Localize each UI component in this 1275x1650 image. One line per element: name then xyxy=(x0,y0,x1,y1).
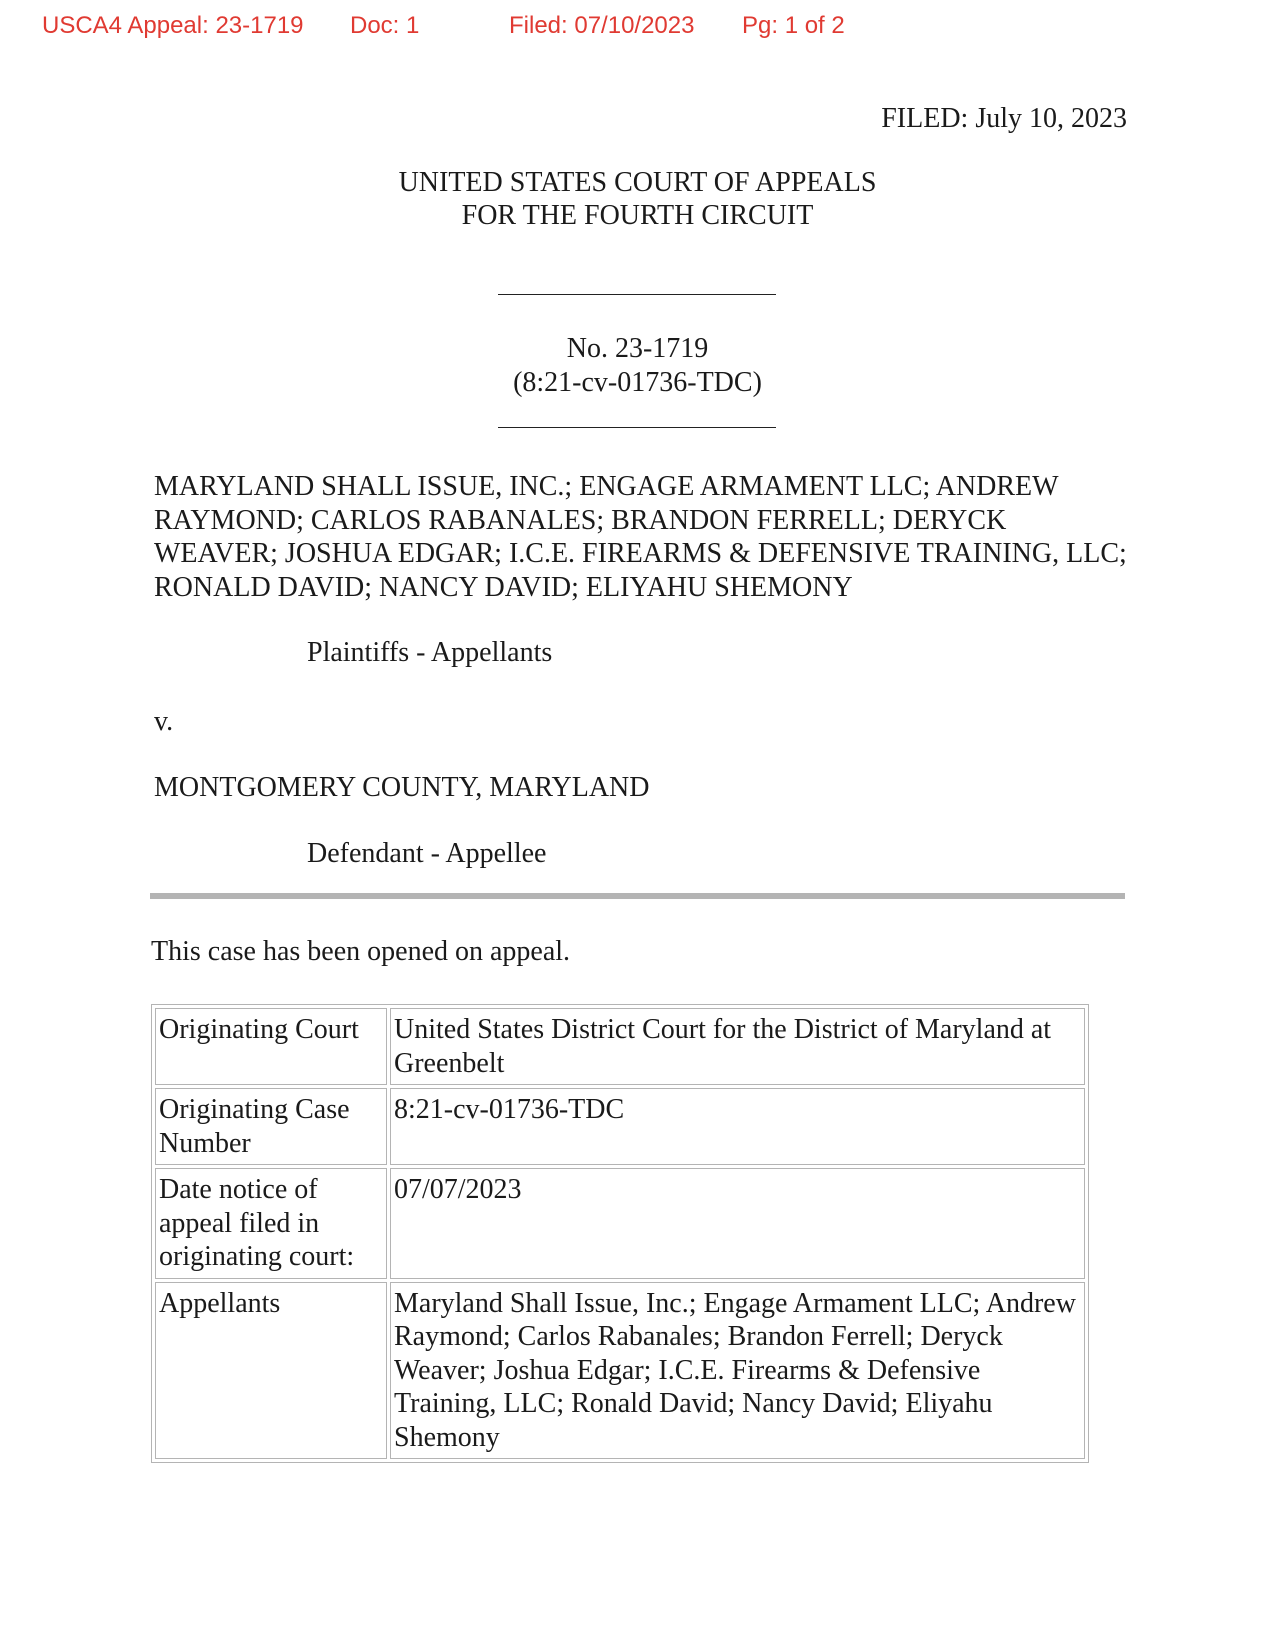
table-row xyxy=(155,1282,1085,1460)
court-name: UNITED STATES COURT OF APPEALS xyxy=(398,167,877,198)
filed-date: FILED: July 10, 2023 xyxy=(881,103,1127,134)
opened-notice: This case has been opened on appeal. xyxy=(151,936,571,967)
divider-top xyxy=(498,294,776,295)
case-number: No. 23-1719 xyxy=(566,333,709,364)
row-label-notice-date: Date notice of appeal filed in originating court: xyxy=(155,1168,387,1279)
stamp-page-count: Pg: 1 of 2 xyxy=(742,12,845,39)
table-row xyxy=(155,1088,1085,1165)
row-value-originating-court: United States District Court for the District of Maryland at Greenbelt xyxy=(390,1008,1085,1085)
plaintiffs-role: Plaintiffs - Appellants xyxy=(307,637,553,668)
table-row xyxy=(155,1008,1085,1085)
stamp-appeal-number: USCA4 Appeal: 23-1719 xyxy=(42,12,304,39)
row-label-case-number: Originating Case Number xyxy=(155,1088,387,1165)
stamp-doc-number: Doc: 1 xyxy=(350,12,420,39)
stamp-filed-date: Filed: 07/10/2023 xyxy=(509,12,695,39)
caption-divider xyxy=(150,893,1125,899)
court-circuit: FOR THE FOURTH CIRCUIT xyxy=(461,200,814,231)
divider-bottom xyxy=(498,427,776,428)
row-value-appellants: Maryland Shall Issue, Inc.; Engage Armament LLC; Andrew Raymond; Carlos Rabanales; Brandon Ferrell; Deryck Weaver; Joshua Edgar; I.C.E. Firearms & Defensive Training, LLC; Ronald David; Nancy David; Eliyahu Shemony xyxy=(390,1282,1085,1460)
defendant-name: MONTGOMERY COUNTY, MARYLAND xyxy=(154,772,650,803)
row-label-appellants: Appellants xyxy=(155,1282,387,1460)
case-info-table xyxy=(151,1004,1089,1463)
versus: v. xyxy=(154,706,174,737)
defendant-role: Defendant - Appellee xyxy=(307,838,547,869)
court-heading xyxy=(0,166,1275,232)
case-number-block xyxy=(0,332,1275,400)
plaintiffs-list: MARYLAND SHALL ISSUE, INC.; ENGAGE ARMAMENT LLC; ANDREW RAYMOND; CARLOS RABANALES; BRANDON FERRELL; DERYCK WEAVER; JOSHUA EDGAR; I.C.E. FIREARMS & DEFENSIVE TRAINING, LLC; RONALD DAVID; NANCY DAVID; ELIYAHU SHEMONY xyxy=(154,471,1127,603)
table-row xyxy=(155,1168,1085,1279)
row-value-case-number: 8:21-cv-01736-TDC xyxy=(390,1088,1085,1165)
row-value-notice-date: 07/07/2023 xyxy=(390,1168,1085,1279)
district-case-number: (8:21-cv-01736-TDC) xyxy=(513,367,762,398)
row-label-originating-court: Originating Court xyxy=(155,1008,387,1085)
